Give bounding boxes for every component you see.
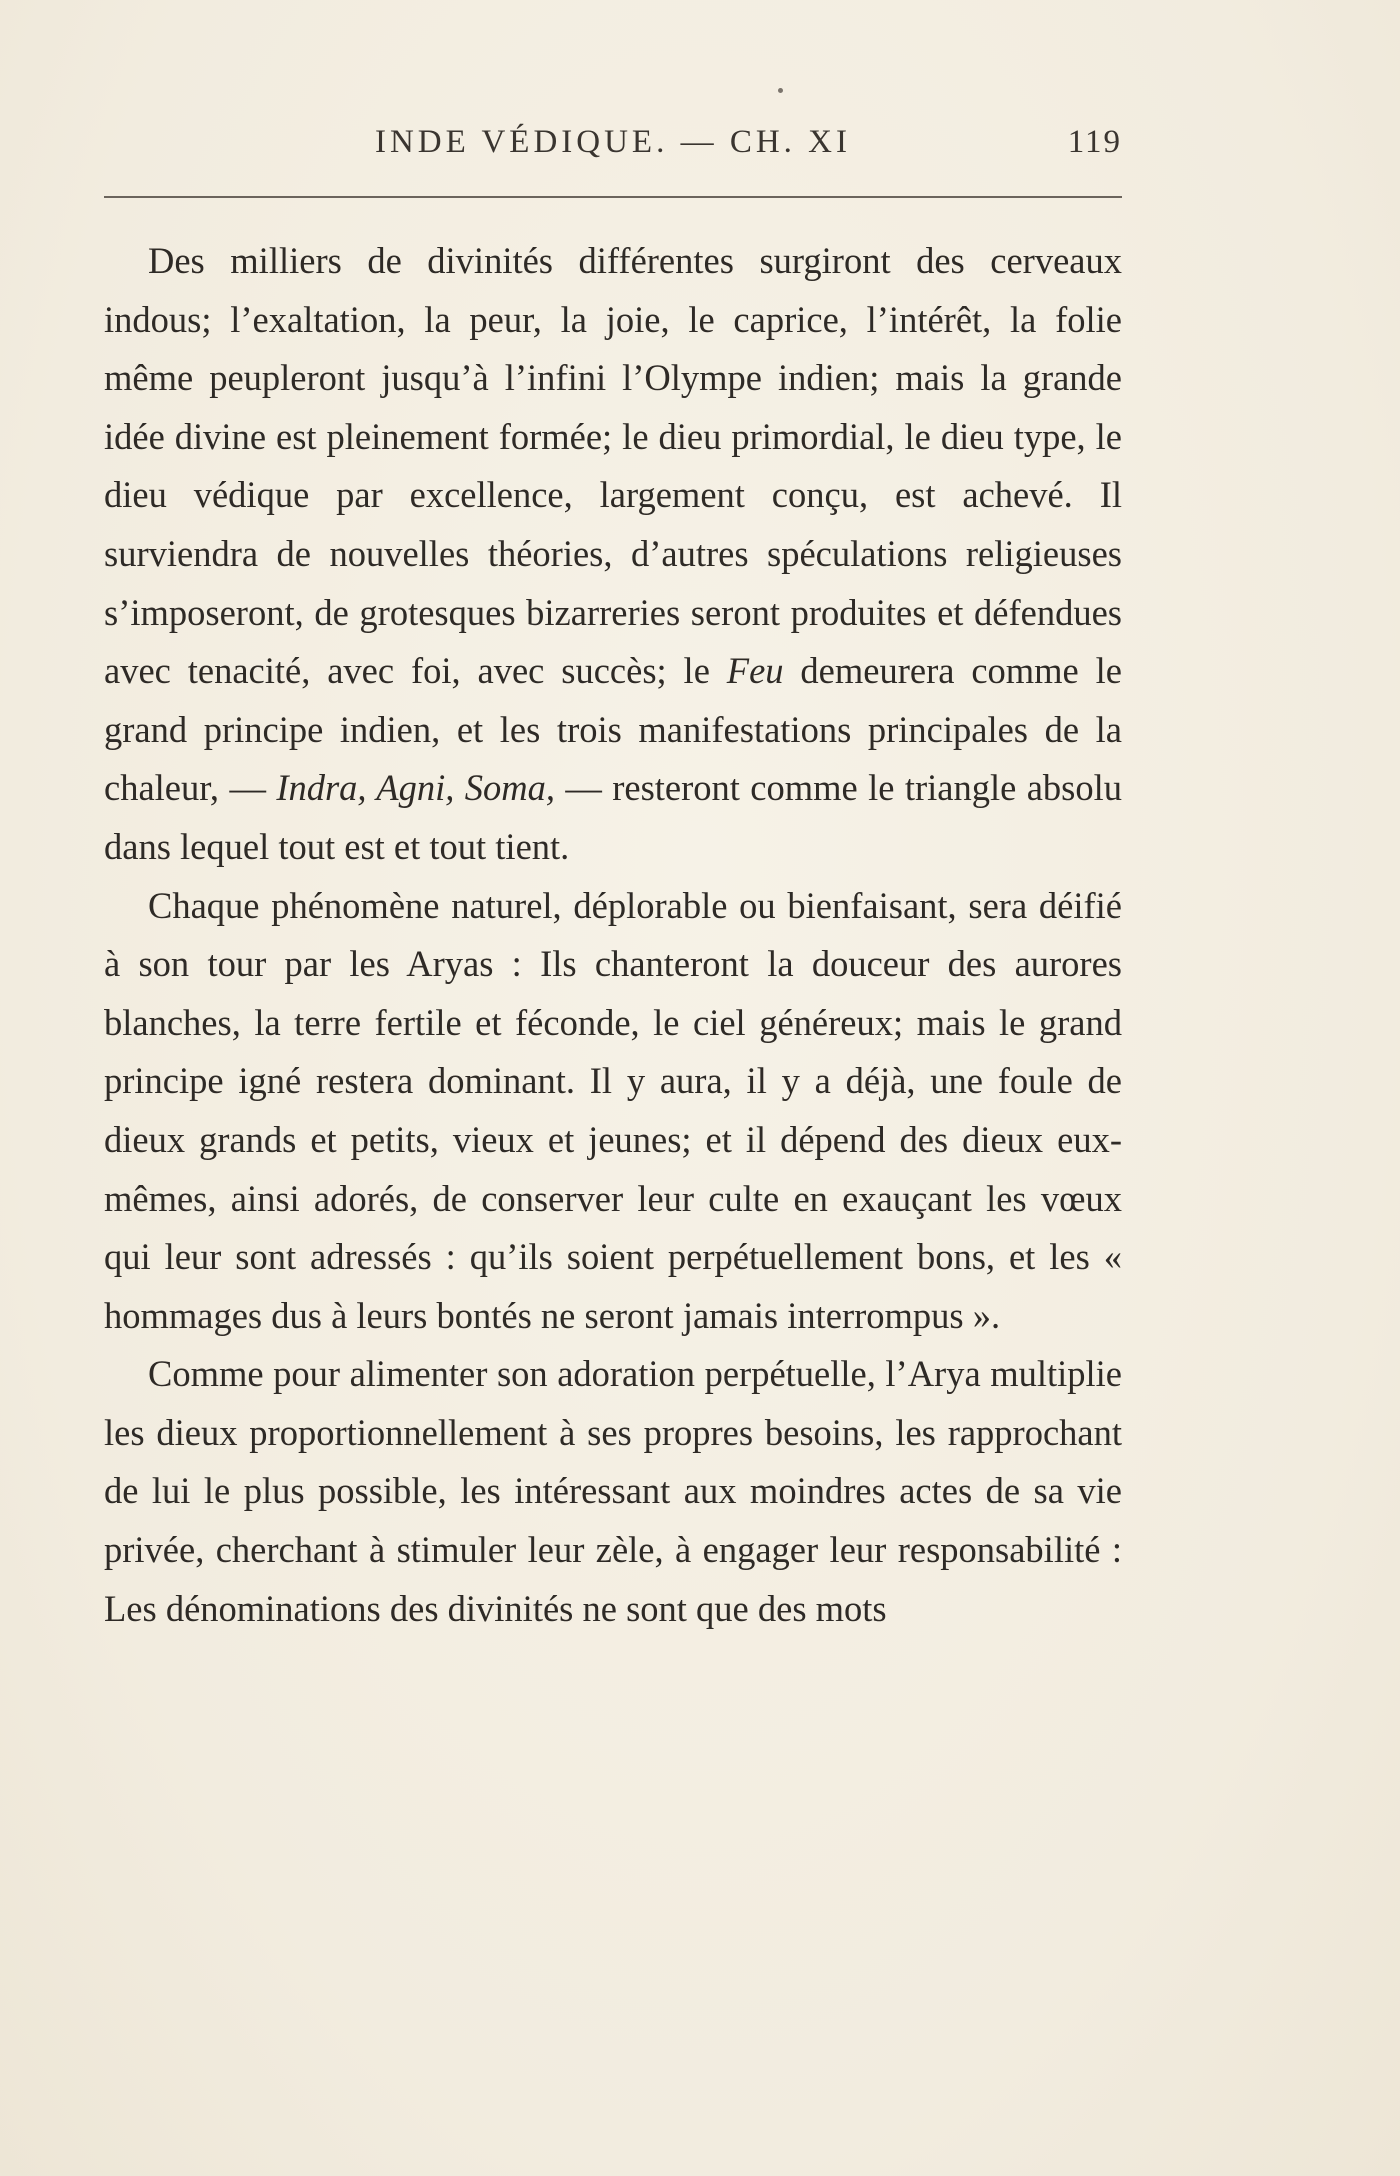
text-segment: — resteront comme le triangle absolu dans lequel tout est et tout tient. bbox=[104, 767, 1123, 867]
printer-mark bbox=[778, 88, 783, 93]
text-segment: Chaque phénomène naturel, déplorable ou bienfaisant, sera déifié à son tour par les Aryas : Ils chanteront la douceur des aurores blanches, la terre fertile et féconde, le ciel généreux; mais le grand principe igné restera dominant. Il y aura, il y a déjà, une foule de dieux grands et petits, vieux et jeunes; et il dépend des dieux eux-mêmes, ainsi adorés, de conserver leur culte en exauçant les vœux qui leur sont adressés : qu’ils soient perpétuellement bons, et les « hommages dus à leurs bontés ne seront jamais interrompus ». bbox=[104, 884, 1122, 1336]
italic-terms-indra-agni-soma: Indra, Agni, Soma, bbox=[276, 767, 555, 809]
header-rule bbox=[104, 196, 1122, 198]
paragraph-1 bbox=[104, 232, 1122, 877]
running-head: INDE VÉDIQUE. — CH. XI bbox=[374, 124, 851, 160]
text-segment: Des milliers de divinités différentes surgiront des cerveaux indous; l’exaltation, la peur, la joie, le caprice, l’intérêt, la folie même peupleront jusqu’à l’infini l’Olympe indien; mais la grande idée divine est pleinement formée; le dieu primordial, le dieu type, le dieu védique par excellence, largement conçu, est achevé. Il surviendra de nouvelles théories, d’autres spéculations religieuses s’imposeront, de grotesques bizarreries seront produites et défendues avec tenacité, avec foi, avec succès; le bbox=[104, 240, 1122, 692]
body-text bbox=[104, 232, 1122, 1638]
italic-term-feu: Feu bbox=[726, 650, 784, 692]
page-number: 119 bbox=[1067, 124, 1122, 160]
paragraph-2 bbox=[104, 877, 1122, 1346]
paragraph-3 bbox=[104, 1345, 1122, 1638]
text-segment: Comme pour alimenter son adoration perpétuelle, l’Arya multiplie les dieux proportionnellement à ses propres besoins, les rapprochant de lui le plus possible, les intéressant aux moindres actes de sa vie privée, cherchant à stimuler leur zèle, à engager leur responsabilité : Les dénominations des divinités ne sont que des mots bbox=[104, 1353, 1122, 1629]
page-header bbox=[104, 124, 1122, 174]
text-segment: demeurera comme le grand principe indien, et les trois manifestations principales de la chaleur, — bbox=[104, 650, 1122, 809]
